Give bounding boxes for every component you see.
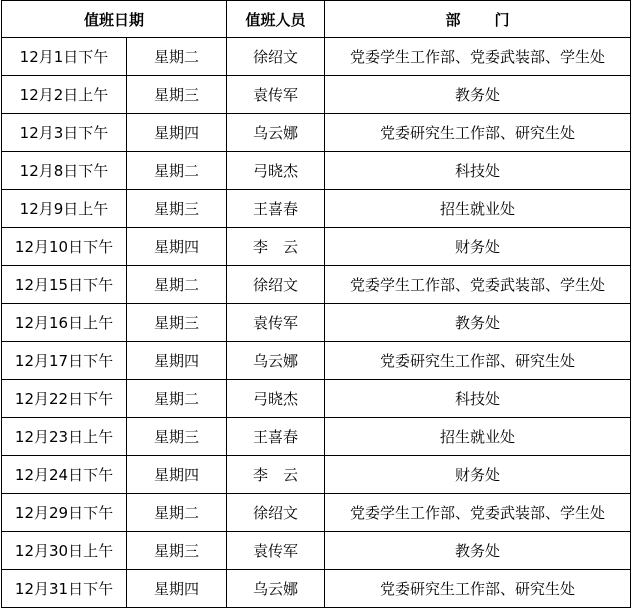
date-cell: 12月30日上午 — [2, 532, 127, 570]
duty-schedule-table — [1, 0, 631, 608]
date-cell: 12月24日下午 — [2, 456, 127, 494]
table-row — [2, 38, 631, 76]
date-cell: 12月8日下午 — [2, 152, 127, 190]
person-cell: 王喜春 — [227, 190, 325, 228]
person-cell: 王喜春 — [227, 418, 325, 456]
person-cell: 徐绍文 — [227, 38, 325, 76]
weekday-cell: 星期二 — [127, 380, 227, 418]
department-cell: 党委研究生工作部、研究生处 — [325, 114, 631, 152]
person-cell: 弓晓杰 — [227, 380, 325, 418]
person-cell: 弓晓杰 — [227, 152, 325, 190]
date-cell: 12月29日下午 — [2, 494, 127, 532]
table-row — [2, 494, 631, 532]
date-cell: 12月23日上午 — [2, 418, 127, 456]
header-department — [325, 1, 631, 38]
weekday-cell: 星期二 — [127, 266, 227, 304]
weekday-cell: 星期四 — [127, 228, 227, 266]
department-cell: 党委研究生工作部、研究生处 — [325, 570, 631, 608]
weekday-cell: 星期二 — [127, 494, 227, 532]
person-cell: 乌云娜 — [227, 342, 325, 380]
table-row — [2, 418, 631, 456]
table-row — [2, 532, 631, 570]
weekday-cell: 星期四 — [127, 342, 227, 380]
table-row — [2, 456, 631, 494]
weekday-cell: 星期四 — [127, 570, 227, 608]
weekday-cell: 星期三 — [127, 76, 227, 114]
date-cell: 12月16日上午 — [2, 304, 127, 342]
department-cell: 科技处 — [325, 152, 631, 190]
person-cell: 袁传军 — [227, 304, 325, 342]
table-row — [2, 380, 631, 418]
date-cell: 12月9日上午 — [2, 190, 127, 228]
department-cell: 招生就业处 — [325, 190, 631, 228]
date-cell: 12月3日下午 — [2, 114, 127, 152]
person-cell: 乌云娜 — [227, 570, 325, 608]
date-cell: 12月2日上午 — [2, 76, 127, 114]
date-cell: 12月1日下午 — [2, 38, 127, 76]
weekday-cell: 星期四 — [127, 114, 227, 152]
header-duty-person: 值班人员 — [227, 1, 325, 38]
table-row — [2, 266, 631, 304]
weekday-cell: 星期三 — [127, 418, 227, 456]
department-cell: 党委学生工作部、党委武装部、学生处 — [325, 494, 631, 532]
table-row — [2, 304, 631, 342]
table-row — [2, 152, 631, 190]
date-cell: 12月31日下午 — [2, 570, 127, 608]
person-cell: 李 云 — [227, 228, 325, 266]
weekday-cell: 星期二 — [127, 152, 227, 190]
weekday-cell: 星期三 — [127, 190, 227, 228]
date-cell: 12月22日下午 — [2, 380, 127, 418]
person-cell: 李 云 — [227, 456, 325, 494]
date-cell: 12月17日下午 — [2, 342, 127, 380]
department-cell: 党委学生工作部、党委武装部、学生处 — [325, 266, 631, 304]
header-duty-date: 值班日期 — [2, 1, 227, 38]
weekday-cell: 星期二 — [127, 38, 227, 76]
header-department-char-2: 门 — [494, 10, 510, 29]
person-cell: 徐绍文 — [227, 266, 325, 304]
weekday-cell: 星期三 — [127, 532, 227, 570]
person-cell: 袁传军 — [227, 76, 325, 114]
table-row — [2, 114, 631, 152]
department-cell: 教务处 — [325, 304, 631, 342]
weekday-cell: 星期四 — [127, 456, 227, 494]
table-row — [2, 570, 631, 608]
table-row — [2, 342, 631, 380]
person-cell: 乌云娜 — [227, 114, 325, 152]
date-cell: 12月10日下午 — [2, 228, 127, 266]
header-department-char-1: 部 — [445, 10, 461, 29]
person-cell: 袁传军 — [227, 532, 325, 570]
person-cell: 徐绍文 — [227, 494, 325, 532]
department-cell: 党委研究生工作部、研究生处 — [325, 342, 631, 380]
department-cell: 财务处 — [325, 228, 631, 266]
department-cell: 党委学生工作部、党委武装部、学生处 — [325, 38, 631, 76]
department-cell: 教务处 — [325, 532, 631, 570]
table-row — [2, 228, 631, 266]
department-cell: 财务处 — [325, 456, 631, 494]
table-header-row — [2, 1, 631, 38]
department-cell: 教务处 — [325, 76, 631, 114]
weekday-cell: 星期三 — [127, 304, 227, 342]
schedule-body — [2, 38, 631, 608]
department-cell: 招生就业处 — [325, 418, 631, 456]
department-cell: 科技处 — [325, 380, 631, 418]
table-row — [2, 190, 631, 228]
table-row — [2, 76, 631, 114]
date-cell: 12月15日下午 — [2, 266, 127, 304]
